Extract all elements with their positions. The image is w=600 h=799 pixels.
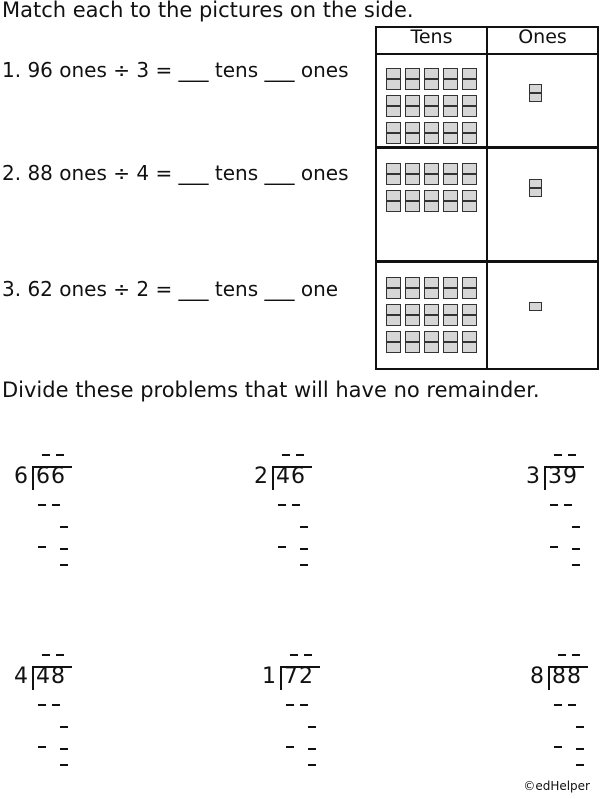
work-blank	[60, 564, 68, 566]
tens-block	[386, 304, 401, 326]
tens-block	[462, 304, 477, 326]
work-blank	[554, 704, 562, 706]
tens-block	[405, 95, 420, 117]
instructions-heading: Match each to the pictures on the side.	[2, 0, 414, 22]
long-division-problem	[262, 652, 352, 792]
tens-block	[443, 277, 458, 299]
work-blank	[300, 704, 308, 706]
copyright: ©edHelper	[523, 779, 590, 793]
tens-block	[443, 122, 458, 144]
division-bracket	[280, 666, 282, 690]
tens-block	[443, 95, 458, 117]
division-bracket	[272, 466, 274, 490]
quotient-blank	[296, 454, 304, 456]
dividend: 48	[36, 664, 66, 689]
tens-block	[424, 190, 439, 212]
work-blank	[572, 548, 580, 550]
ones-block	[529, 302, 542, 311]
problem-2: 2. 88 ones ÷ 4 = ___ tens ___ ones	[2, 161, 349, 185]
tens-block	[405, 190, 420, 212]
work-blank	[300, 548, 308, 550]
work-blank	[300, 526, 308, 528]
dividend: 88	[552, 664, 582, 689]
tens-block	[386, 190, 401, 212]
long-division-problem	[530, 652, 600, 792]
work-blank	[38, 704, 46, 706]
tens-header: Tens	[410, 26, 453, 48]
tens-block	[443, 304, 458, 326]
work-blank	[60, 748, 68, 750]
problem-3: 3. 62 ones ÷ 2 = ___ tens ___ one	[2, 277, 339, 301]
tens-block	[386, 95, 401, 117]
tens-block	[386, 331, 401, 353]
divisor: 1	[262, 664, 277, 689]
work-blank	[308, 726, 316, 728]
work-blank	[568, 704, 576, 706]
tens-block	[424, 163, 439, 185]
tens-block	[424, 331, 439, 353]
work-blank	[60, 548, 68, 550]
quotient-blank	[572, 654, 580, 656]
quotient-blank	[554, 454, 562, 456]
work-blank	[572, 526, 580, 528]
divisor: 3	[526, 464, 541, 489]
tens-block	[405, 304, 420, 326]
tens-block	[462, 122, 477, 144]
dividend: 66	[36, 464, 66, 489]
work-blank	[278, 504, 286, 506]
tens-block	[405, 331, 420, 353]
quotient-blank	[568, 454, 576, 456]
work-blank	[60, 526, 68, 528]
ones-block	[529, 84, 542, 102]
tens-block	[462, 95, 477, 117]
tens-block	[424, 95, 439, 117]
place-value-table	[375, 26, 599, 370]
tens-block	[462, 68, 477, 90]
work-blank	[308, 764, 316, 766]
tens-block	[443, 68, 458, 90]
dividend: 39	[548, 464, 578, 489]
tens-block	[462, 331, 477, 353]
quotient-blank	[304, 654, 312, 656]
quotient-blank	[56, 454, 64, 456]
divisor: 4	[14, 664, 29, 689]
quotient-blank	[56, 654, 64, 656]
division-heading: Divide these problems that will have no remainder.	[2, 378, 540, 402]
long-division-problem	[526, 452, 600, 592]
quotient-blank	[282, 454, 290, 456]
tens-block	[386, 277, 401, 299]
work-blank	[52, 504, 60, 506]
work-blank	[286, 704, 294, 706]
tens-block	[405, 163, 420, 185]
work-blank	[60, 764, 68, 766]
ones-header: Ones	[518, 26, 567, 48]
quotient-blank	[42, 654, 50, 656]
work-blank	[38, 746, 46, 748]
tens-block	[424, 122, 439, 144]
work-blank	[550, 546, 558, 548]
work-blank	[278, 546, 286, 548]
divisor: 6	[14, 464, 29, 489]
tens-block	[405, 277, 420, 299]
division-bracket	[548, 666, 550, 690]
tens-block	[405, 68, 420, 90]
tens-block	[462, 163, 477, 185]
long-division-problem	[14, 452, 104, 592]
division-bracket	[32, 666, 34, 690]
tens-block	[386, 163, 401, 185]
divisor: 2	[254, 464, 269, 489]
ones-block	[529, 179, 542, 197]
tens-block	[386, 122, 401, 144]
work-blank	[38, 546, 46, 548]
work-blank	[52, 704, 60, 706]
work-blank	[576, 748, 584, 750]
work-blank	[564, 504, 572, 506]
quotient-blank	[290, 654, 298, 656]
tens-block	[462, 277, 477, 299]
tens-block	[443, 331, 458, 353]
long-division-problem	[254, 452, 344, 592]
work-blank	[554, 746, 562, 748]
work-blank	[38, 504, 46, 506]
work-blank	[292, 504, 300, 506]
tens-block	[443, 190, 458, 212]
work-blank	[60, 726, 68, 728]
work-blank	[576, 726, 584, 728]
work-blank	[550, 504, 558, 506]
work-blank	[300, 564, 308, 566]
tens-block	[443, 163, 458, 185]
quotient-blank	[42, 454, 50, 456]
dividend: 46	[276, 464, 306, 489]
work-blank	[576, 764, 584, 766]
divisor: 8	[530, 664, 545, 689]
dividend: 72	[284, 664, 314, 689]
tens-block	[386, 68, 401, 90]
tens-block	[462, 190, 477, 212]
tens-block	[424, 277, 439, 299]
work-blank	[286, 746, 294, 748]
tens-block	[424, 304, 439, 326]
quotient-blank	[558, 654, 566, 656]
work-blank	[572, 564, 580, 566]
tens-block	[424, 68, 439, 90]
problem-1: 1. 96 ones ÷ 3 = ___ tens ___ ones	[2, 58, 349, 82]
tens-block	[405, 122, 420, 144]
work-blank	[308, 748, 316, 750]
division-bracket	[32, 466, 34, 490]
long-division-problem	[14, 652, 104, 792]
division-bracket	[544, 466, 546, 490]
